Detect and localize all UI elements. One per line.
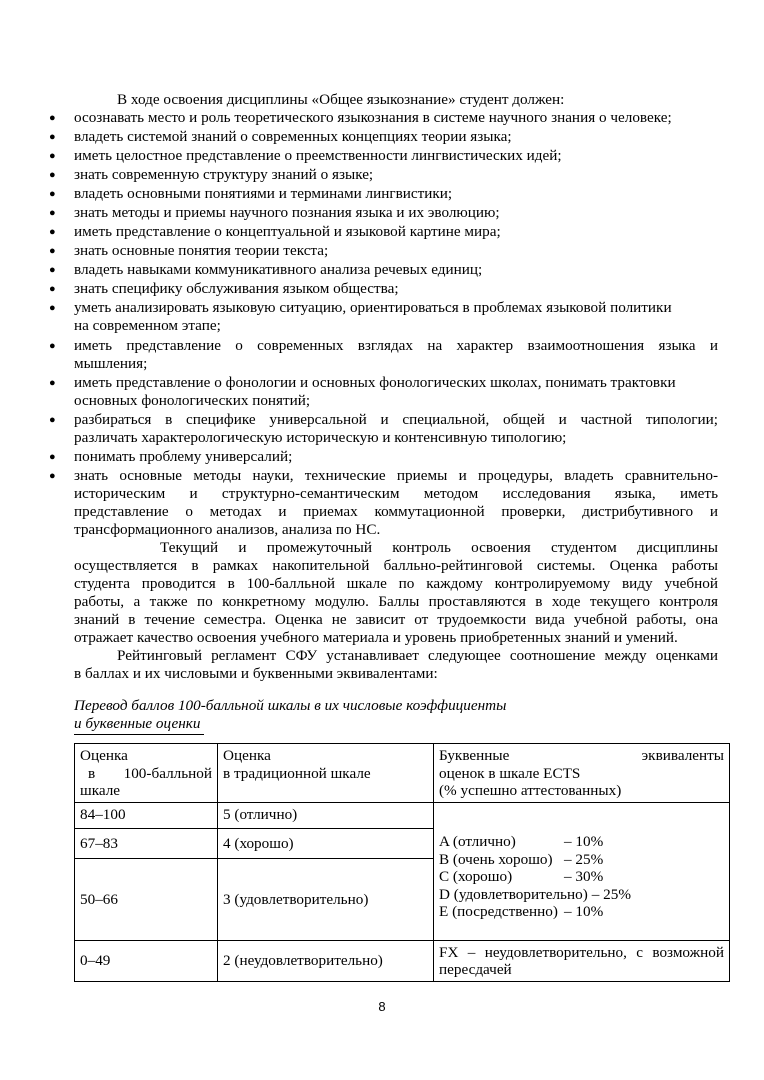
bullet-icon: ● bbox=[49, 207, 56, 219]
ects-item: D (удовлетворительно) – 25% bbox=[439, 885, 631, 903]
traditional-cell: 2 (неудовлетворительно) bbox=[218, 940, 434, 981]
bullet-icon: ● bbox=[49, 302, 56, 314]
bullet-text: иметь представление о современных взглядах на характер взаимоотношения языка и bbox=[74, 337, 718, 354]
bullet-text: иметь представление о концептуальной и языковой картине мира; bbox=[74, 223, 501, 240]
bullet-text-cont: представление о методах и приемах коммутационной проверки, дистрибутивного и bbox=[74, 503, 718, 520]
header-cell-traditional: Оценка в традиционной шкале bbox=[218, 744, 434, 803]
page-number: 8 bbox=[378, 999, 386, 1014]
bullet-text: знать современную структуру знаний о языке; bbox=[74, 166, 374, 183]
paragraph-line: Рейтинговый регламент СФУ устанавливает следующее соотношение между оценками bbox=[117, 647, 718, 664]
bullet-text-cont: на современном этапе; bbox=[74, 317, 221, 334]
bullet-icon: ● bbox=[49, 245, 56, 257]
paragraph-line: работы, а также по конкретному модулю. Баллы проставляются в ходе текущего контроля bbox=[74, 593, 718, 610]
paragraph-line: отражает качество освоения учебного материала и уровень приобретенных знаний и умений. bbox=[74, 629, 678, 646]
bullet-icon: ● bbox=[49, 150, 56, 162]
bullet-text: осознавать место и роль теоретического языкознания в системе научного знания о человеке; bbox=[74, 109, 672, 126]
bullet-icon: ● bbox=[49, 264, 56, 276]
paragraph-line: знаний в течение семестра. Оценка не зависит от трудоемкости вида учебной работы, она bbox=[74, 611, 718, 628]
score-cell: 84–100 bbox=[75, 802, 218, 828]
caption-underline bbox=[74, 734, 204, 735]
table-header-row bbox=[75, 744, 730, 803]
bullet-icon: ● bbox=[49, 340, 56, 352]
table-caption-cont: и буквенные оценки bbox=[74, 715, 201, 732]
bullet-text: знать методы и приемы научного познания языка и их эволюцию; bbox=[74, 204, 500, 221]
paragraph-line: в баллах и их числовыми и буквенными эквивалентами: bbox=[74, 665, 438, 682]
bullet-text: знать специфику обслуживания языком общества; bbox=[74, 280, 399, 297]
header-cell-score: Оценка в 100-балльной шкале bbox=[75, 744, 218, 803]
bullet-icon: ● bbox=[49, 169, 56, 181]
score-cell: 0–49 bbox=[75, 940, 218, 981]
traditional-cell: 3 (удовлетворительно) bbox=[218, 858, 434, 940]
bullet-text: иметь представление о фонологии и основных фонологических школах, понимать трактовки bbox=[74, 374, 676, 391]
bullet-text-cont: основных фонологических понятий; bbox=[74, 392, 311, 409]
bullet-text: знать основные понятия теории текста; bbox=[74, 242, 329, 259]
bullet-text-cont: трансформационного анализов, анализа по НС. bbox=[74, 521, 381, 538]
ects-item: A (отлично) – 10% bbox=[439, 833, 604, 851]
bullet-icon: ● bbox=[49, 131, 56, 143]
grades-table bbox=[74, 743, 730, 982]
bullet-icon: ● bbox=[49, 226, 56, 238]
ects-cell bbox=[434, 802, 730, 940]
bullet-icon: ● bbox=[49, 451, 56, 463]
score-cell: 67–83 bbox=[75, 828, 218, 858]
bullet-icon: ● bbox=[49, 470, 56, 482]
bullet-text-cont: различать характерологическую историческую и контенсивную типологию; bbox=[74, 429, 567, 446]
bullet-icon: ● bbox=[49, 414, 56, 426]
table-caption: Перевод баллов 100-балльной шкалы в их числовые коэффициенты bbox=[74, 697, 507, 714]
ects-item: C (хорошо) – 30% bbox=[439, 868, 604, 886]
bullet-text: уметь анализировать языковую ситуацию, ориентироваться в проблемах языковой политики bbox=[74, 299, 672, 316]
bullet-text: разбираться в специфике универсальной и специальной, общей и частной типологии; bbox=[74, 411, 718, 428]
traditional-cell: 5 (отлично) bbox=[218, 802, 434, 828]
bullet-text: владеть основными понятиями и терминами лингвистики; bbox=[74, 185, 453, 202]
paragraph-line: Текущий и промежуточный контроль освоения студентом дисциплины bbox=[160, 539, 718, 556]
paragraph-line: студента проводится в 100-балльной шкале по каждому контролируемому виду учебной bbox=[74, 575, 718, 592]
ects-item: B (очень хорошо) – 25% bbox=[439, 850, 604, 868]
bullet-text: владеть системой знаний о современных концепциях теории языка; bbox=[74, 128, 512, 145]
traditional-cell: 4 (хорошо) bbox=[218, 828, 434, 858]
fx-cell: FX – неудовлетворительно, с возможной пересдачей bbox=[434, 940, 730, 981]
paragraph-line: осуществляется в рамках накопительной балльно-рейтинговой системы. Оценка работы bbox=[74, 557, 718, 574]
bullet-text: знать основные методы науки, технические приемы и процедуры, владеть сравнительно- bbox=[74, 467, 718, 484]
score-cell: 50–66 bbox=[75, 858, 218, 940]
bullet-icon: ● bbox=[49, 377, 56, 389]
bullet-icon: ● bbox=[49, 283, 56, 295]
table-row bbox=[75, 802, 730, 828]
bullet-text: понимать проблему универсалий; bbox=[74, 448, 293, 465]
bullet-text-cont: мышления; bbox=[74, 355, 148, 372]
bullet-text-cont: историческим и структурно-семантическим методом исследования языка, иметь bbox=[74, 485, 718, 502]
table-row bbox=[75, 940, 730, 981]
ects-item: E (посредственно) – 10% bbox=[439, 903, 604, 921]
bullet-icon: ● bbox=[49, 112, 56, 124]
intro-line: В ходе освоения дисциплины «Общее языкознание» студент должен: bbox=[117, 91, 565, 108]
bullet-text: иметь целостное представление о преемственности лингвистических идей; bbox=[74, 147, 562, 164]
header-cell-ects: Буквенные эквиваленты оценок в шкале ECTS (% успешно аттестованных) bbox=[434, 744, 730, 803]
bullet-icon: ● bbox=[49, 188, 56, 200]
bullet-text: владеть навыками коммуникативного анализа речевых единиц; bbox=[74, 261, 483, 278]
